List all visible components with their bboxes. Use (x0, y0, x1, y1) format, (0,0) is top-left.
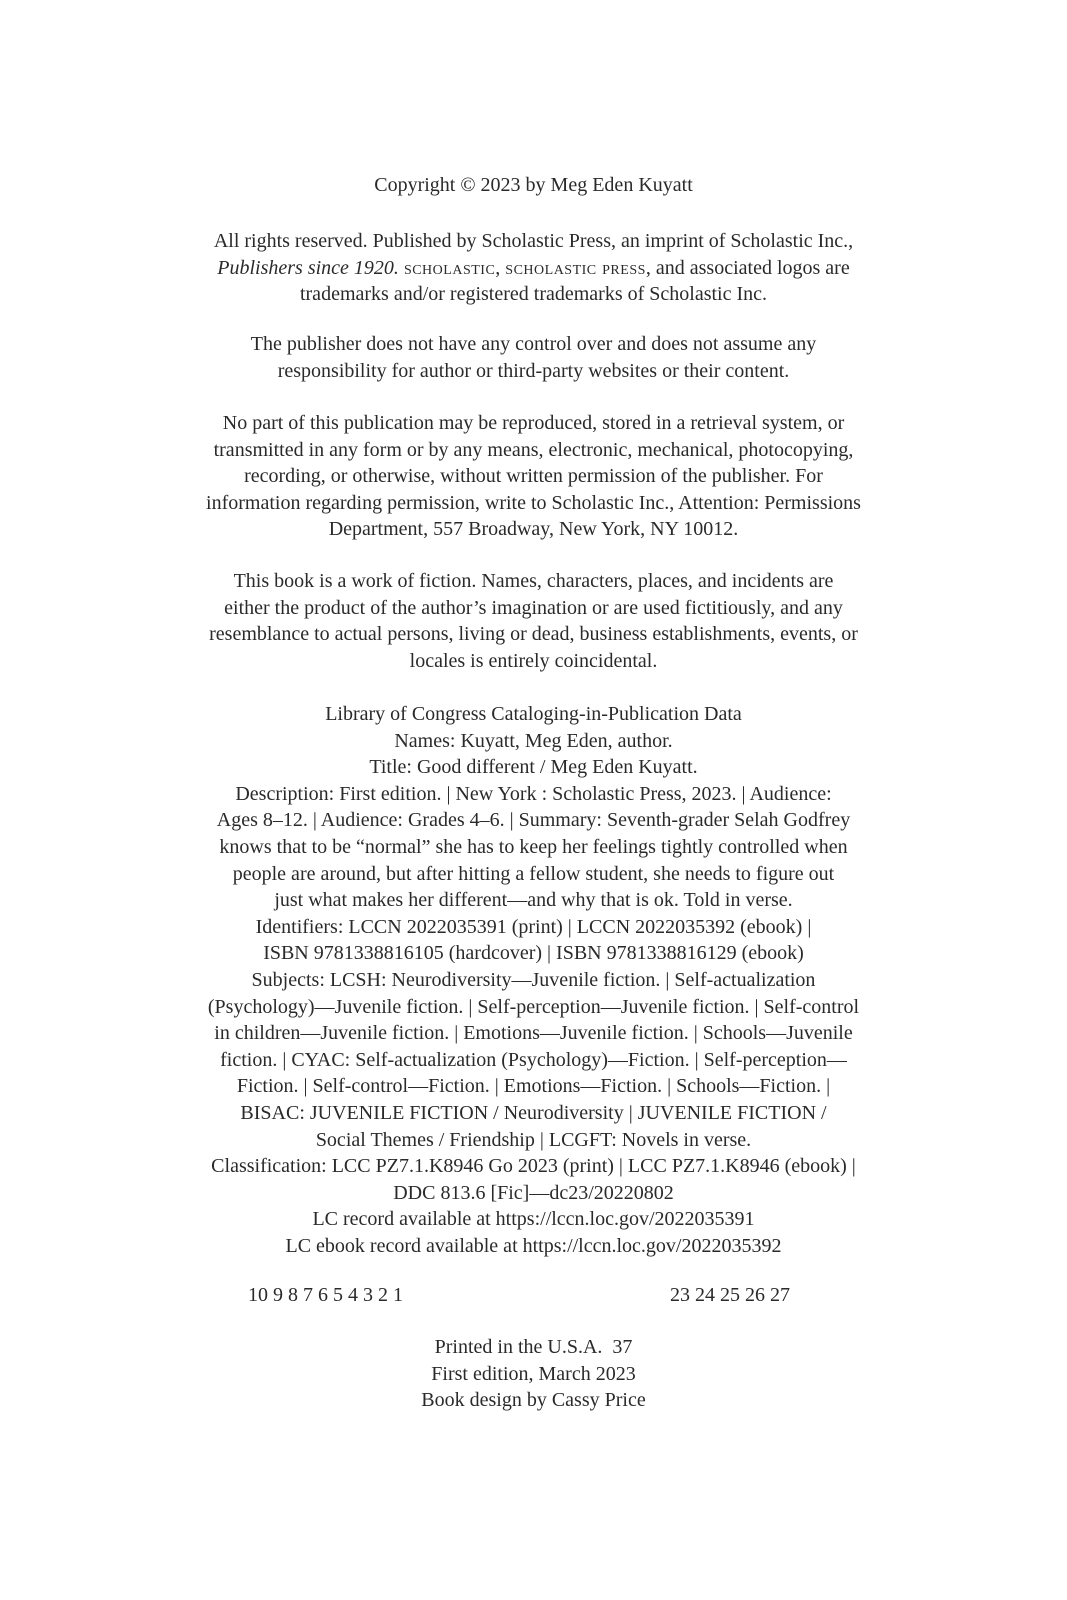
cip-line: people are around, but after hitting a fellow student, she needs to figure out (232, 862, 835, 885)
disclaimer-line: The publisher does not have any control over and does not assume any (250, 333, 817, 355)
disclaimer-paragraph (0, 331, 1067, 384)
reproduction-line: recording, or otherwise, without written permission of the publisher. For (244, 465, 823, 488)
cip-line: just what makes her different—and why that is ok. Told in verse. (274, 889, 793, 912)
rights-line: All rights reserved. Published by Scholastic Press, an imprint of Scholastic Inc., (213, 230, 854, 252)
year-numbers: 23 24 25 26 27 (670, 1284, 790, 1306)
publishers-since-text: Publishers since 1920. (217, 256, 399, 279)
cip-line: knows that to be “normal” she has to keep her feelings tightly controlled when (219, 835, 848, 858)
scholastic-trademark: scholastic (403, 256, 496, 279)
cip-line: Names: Kuyatt, Meg Eden, author. (394, 729, 673, 752)
fiction-paragraph (0, 568, 1067, 674)
scholastic-press-trademark: scholastic press (505, 256, 646, 279)
cip-line: Fiction. | Self-control—Fiction. | Emotions—Fiction. | Schools—Fiction. | (236, 1075, 831, 1098)
fiction-line: This book is a work of fiction. Names, characters, places, and incidents are (233, 570, 834, 592)
rights-paragraph (0, 228, 1067, 308)
cip-line: fiction. | CYAC: Self-actualization (Psychology)—Fiction. | Self-perception— (220, 1048, 847, 1071)
edition-line: First edition, March 2023 (431, 1362, 636, 1385)
cip-line: Ages 8–12. | Audience: Grades 4–6. | Summary: Seventh-grader Selah Godfrey (216, 809, 851, 832)
cip-line: (Psychology)—Juvenile fiction. | Self-perception—Juvenile fiction. | Self-control (207, 995, 860, 1018)
cip-line: Title: Good different / Meg Eden Kuyatt. (369, 756, 698, 779)
cip-line: DDC 813.6 [Fic]—dc23/20220802 (393, 1181, 674, 1204)
cip-line: BISAC: JUVENILE FICTION / Neurodiversity | JUVENILE FICTION / (240, 1101, 827, 1124)
copyright-notice (0, 172, 1067, 199)
fiction-line: either the product of the author’s imagination or are used fictitiously, and any (224, 596, 843, 619)
fiction-line: locales is entirely coincidental. (409, 649, 658, 672)
cip-line: ISBN 9781338816105 (hardcover) | ISBN 9781338816129 (ebook) (263, 942, 804, 965)
cip-line: Library of Congress Cataloging-in-Publication Data (325, 703, 742, 725)
disclaimer-line: responsibility for author or third-party websites or their content. (277, 359, 790, 382)
reproduction-line: No part of this publication may be reproduced, stored in a retrieval system, or (222, 412, 845, 434)
cip-line: in children—Juvenile fiction. | Emotions—Juvenile fiction. | Schools—Juvenile (214, 1022, 853, 1045)
cip-line: Classification: LCC PZ7.1.K8946 Go 2023 (print) | LCC PZ7.1.K8946 (ebook) | (211, 1155, 856, 1178)
cip-data-block (0, 701, 1067, 1259)
rights-line-rest: , and associated logos are (645, 256, 850, 279)
rights-line (0, 255, 1067, 282)
impression-numbers: 10 9 8 7 6 5 4 3 2 1 (248, 1284, 403, 1306)
cip-line: Subjects: LCSH: Neurodiversity—Juvenile fiction. | Self-actualization (251, 968, 816, 991)
cip-line: LC record available at https://lccn.loc.gov/2022035391 (312, 1208, 755, 1231)
cip-line: Social Themes / Friendship | LCGFT: Novels in verse. (315, 1128, 752, 1151)
cip-line: LC ebook record available at https://lccn.loc.gov/2022035392 (285, 1234, 782, 1257)
trademark-separator: , (495, 256, 506, 279)
cip-line: Description: First edition. | New York : Scholastic Press, 2023. | Audience: (235, 782, 832, 805)
copyright-line: Copyright © 2023 by Meg Eden Kuyatt (374, 174, 693, 196)
design-credit-line: Book design by Cassy Price (421, 1389, 646, 1412)
cip-line: Identifiers: LCCN 2022035391 (print) | LCCN 2022035392 (ebook) | (255, 915, 812, 938)
reproduction-line: information regarding permission, write to Scholastic Inc., Attention: Permissions (206, 491, 861, 514)
reproduction-line: transmitted in any form or by any means, electronic, mechanical, photocopying, (213, 438, 854, 461)
colophon-block (0, 1334, 1067, 1414)
fiction-line: resemblance to actual persons, living or dead, business establishments, events, or (209, 623, 858, 646)
reproduction-line: Department, 557 Broadway, New York, NY 10012. (328, 518, 739, 541)
printed-in-line: Printed in the U.S.A. 37 (434, 1336, 633, 1358)
reproduction-paragraph (0, 410, 1067, 543)
rights-line: trademarks and/or registered trademarks of Scholastic Inc. (299, 283, 768, 306)
